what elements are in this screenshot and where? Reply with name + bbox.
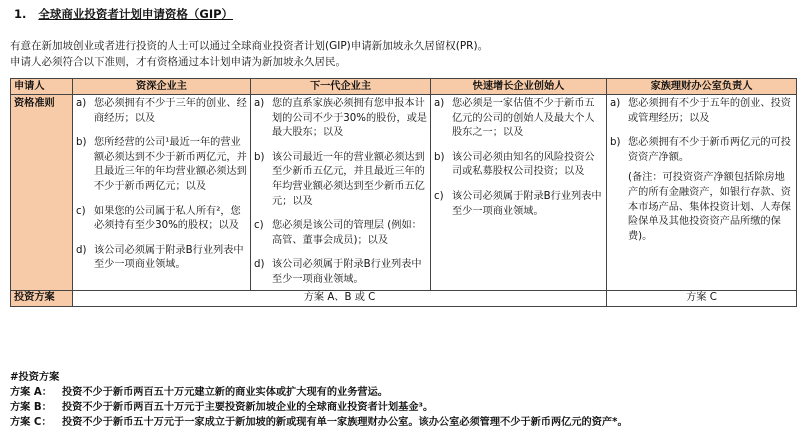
header-established-owner: 资深企业主 — [73, 79, 251, 95]
item-text: 您必须拥有不少于新币两亿元的可投资资产净额。 — [628, 137, 791, 163]
section-number: 1. — [14, 7, 27, 21]
family-office-note: (备注：可投资资产净额包括除房地产的所有金融资产，如银行存款、资本市场产品、集体投资计划、人寿保险保单及其他投资资产品所缴的保费)。 — [628, 172, 791, 242]
item-marker: b) — [610, 137, 621, 149]
header-applicant: 申请人 — [11, 79, 73, 95]
section-title: 全球商业投资者计划申请资格（GIP） — [38, 7, 234, 21]
option-b — [10, 400, 800, 415]
plan-label: 投资方案 — [11, 290, 73, 306]
item-marker: d) — [254, 259, 265, 271]
plan-abc-cell: 方案 A、B 或 C — [73, 290, 607, 306]
eligibility-table — [10, 78, 797, 307]
list-item — [434, 97, 604, 141]
item-marker: a) — [76, 98, 87, 109]
criteria-cell-next-gen-owner — [251, 95, 431, 291]
list-item — [76, 97, 248, 126]
item-text: 您必须拥有不少于五年的创业、投资或管理经历；以及 — [628, 98, 791, 124]
item-text: 您必须是一家估值不少于新币五亿元的公司的创始人及最大个人股东之一；以及 — [452, 98, 595, 139]
item-text: 如果您的公司属于私人所有²，您必须持有至少30%的股权；以及 — [94, 205, 241, 232]
list-item — [610, 97, 794, 126]
item-text: 您必须是该公司的管理层 (例如：高管、董事会成员)；以及 — [272, 220, 422, 246]
item-marker: a) — [434, 98, 445, 109]
item-marker: d) — [76, 244, 87, 256]
item-text: 您所经营的公司¹最近一年的营业额必须达到不少于新币两亿元，并且最近三年的年均营业额必须达到不少于新币两亿元；以及 — [94, 137, 247, 192]
list-item — [434, 151, 604, 180]
intro-paragraph — [10, 38, 790, 70]
option-c — [10, 415, 800, 430]
list-item — [254, 151, 428, 209]
item-text: 您必须拥有不少于三年的创业、经商经历；以及 — [94, 98, 247, 124]
option-label: 方案 A： — [10, 387, 52, 398]
plan-c-cell: 方案 C — [607, 290, 797, 306]
header-next-gen-owner: 下一代企业主 — [251, 79, 431, 95]
intro-line-2: 申请人必须符合以下准则，才有资格通过本计划申请为新加坡永久居民。 — [10, 56, 346, 68]
investment-options-title: #投资方案 — [10, 372, 60, 383]
option-a — [10, 385, 800, 400]
investment-options — [10, 370, 800, 430]
item-marker: c) — [254, 220, 264, 232]
item-marker: a) — [610, 98, 621, 109]
list-item — [76, 205, 248, 234]
table-header-row — [11, 79, 797, 95]
option-text: 投资不少于新币两百五十万元建立新的商业实体或扩大现有的业务营运。 — [62, 387, 388, 398]
criteria-row — [11, 95, 797, 291]
option-text: 投资不少于新币两百五十万元于主要投资新加坡企业的全球商业投资者计划基金³。 — [62, 402, 434, 413]
item-marker: c) — [76, 205, 86, 217]
item-marker: b) — [254, 151, 265, 163]
item-text: 该公司必须属于附录B行业列表中至少一项商业领域。 — [452, 190, 602, 217]
list-item — [76, 244, 248, 273]
section-heading — [14, 6, 233, 22]
item-marker: b) — [434, 151, 445, 163]
list-item — [434, 190, 604, 219]
criteria-cell-family-office-principal — [607, 95, 797, 291]
option-label: 方案 B： — [10, 402, 52, 413]
option-label: 方案 C： — [10, 417, 52, 428]
item-marker: a) — [254, 98, 265, 109]
item-marker: b) — [76, 137, 87, 149]
item-text: 该公司必须属于附录B行业列表中至少一项商业领域。 — [272, 259, 422, 285]
list-item — [254, 97, 428, 141]
header-fast-growth-founder: 快速增长企业创始人 — [431, 79, 607, 95]
list-item — [610, 136, 794, 165]
item-text: 您的直系家族必须拥有您申报本计划的公司不少于30%的股份，或是最大股东；以及 — [272, 98, 428, 139]
intro-line-1: 有意在新加坡创业或者进行投资的人士可以通过全球商业投资者计划(GIP)申请新加坡永久居留权(PR)。 — [10, 40, 489, 52]
item-text: 该公司必须属于附录B行业列表中至少一项商业领域。 — [94, 244, 244, 271]
investment-plan-row — [11, 290, 797, 306]
criteria-label: 资格准则 — [11, 95, 73, 291]
list-item — [254, 258, 428, 287]
criteria-cell-established-owner — [73, 95, 251, 291]
criteria-cell-fast-growth-founder — [431, 95, 607, 291]
list-item — [76, 136, 248, 194]
item-text: 该公司最近一年的营业额必须达到至少新币五亿元，并且最近三年的年均营业额必须达到至少新币五亿元；以及 — [272, 151, 425, 207]
list-item — [254, 219, 428, 248]
item-marker: c) — [434, 190, 444, 202]
header-family-office-principal: 家族理财办公室负责人 — [607, 79, 797, 95]
option-text: 投资不少于新币五十万元于一家成立于新加坡的新或现有单一家族理财办公室。该办公室必须管理不少于新币两亿元的资产*。 — [62, 417, 628, 428]
item-text: 该公司必须由知名的风险投资公司或私募股权公司投资；以及 — [452, 151, 595, 178]
